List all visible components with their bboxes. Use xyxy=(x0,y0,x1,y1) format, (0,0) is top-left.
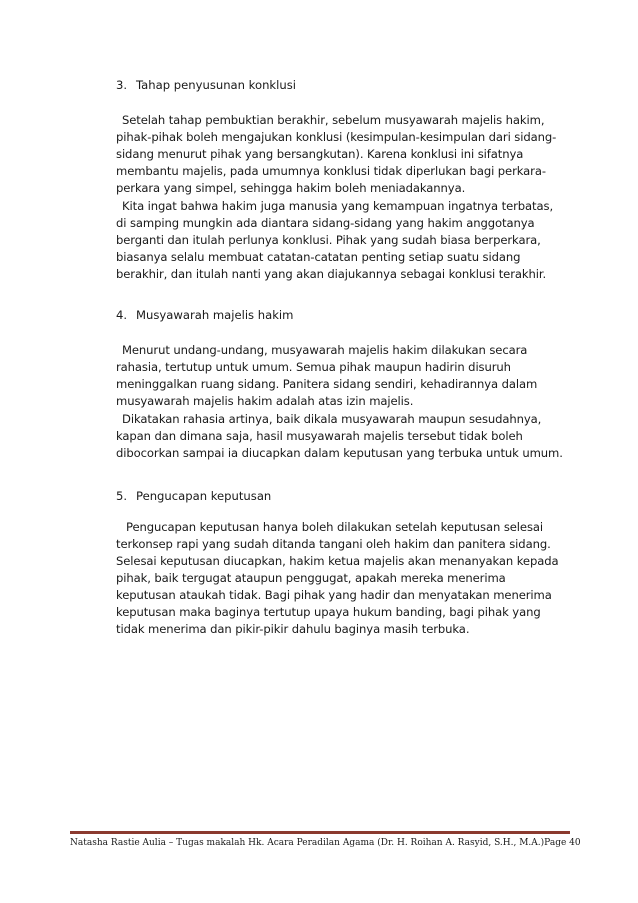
section-number: 5. xyxy=(116,489,128,503)
section-number: 4. xyxy=(116,308,128,322)
section-title: Pengucapan keputusan xyxy=(136,489,272,503)
section-title: Musyawarah majelis hakim xyxy=(136,308,294,322)
section-5 xyxy=(116,489,566,504)
section-3-paragraph-2 xyxy=(116,198,566,283)
page-number: Page 40 xyxy=(544,838,581,848)
paragraph: Setelah tahap pembuktian berakhir, sebelum musyawarah majelis hakim, pihak-pihak boleh mengajukan konklusi (kesimpulan-kesimpulan dari sidang-sidang menurut pihak yang bersangkutan). Karena konklusi ini sifatnya membantu majelis, pada umumnya konklusi tidak diperlukan bagi perkara-perkara yang simpel, sehingga hakim boleh meniadakannya. xyxy=(116,113,557,195)
footer-citation: Natasha Rastie Aulia – Tugas makalah Hk. Acara Peradilan Agama (Dr. H. Roihan A. Rasyid, S.H., M.A.) xyxy=(70,838,545,848)
paragraph: Pengucapan keputusan hanya boleh dilakukan setelah keputusan selesai terkonsep rapi yang sudah ditanda tangani oleh hakim dan panitera sidang. Selesai keputusan diucapkan, hakim ketua majelis akan menanyakan kepada pihak, baik tergugat ataupun penggugat, apakah mereka menerima keputusan ataukah tidak. Bagi pihak yang hadir dan menyatakan menerima keputusan maka baginya tertutup upaya hukum banding, bagi pihak yang tidak menerima dan pikir-pikir dahulu baginya masih terbuka. xyxy=(116,520,559,636)
section-heading xyxy=(116,78,566,93)
section-number: 3. xyxy=(116,78,128,92)
paragraph: Kita ingat bahwa hakim juga manusia yang kemampuan ingatnya terbatas, di samping mungkin ada diantara sidang-sidang yang hakim anggotanya berganti dan itulah perlunya konklusi. Pihak yang sudah biasa berperkara, biasanya selalu membuat catatan-catatan penting setiap suatu sidang berakhir, dan itulah nanti yang akan diajukannya sebagai konklusi terakhir. xyxy=(116,199,554,281)
section-5-paragraph-1 xyxy=(116,519,566,638)
section-heading xyxy=(116,308,566,323)
section-heading xyxy=(116,489,566,504)
paragraph: Menurut undang-undang, musyawarah majelis hakim dilakukan secara rahasia, tertutup untuk umum. Semua pihak maupun hadirin disuruh meninggalkan ruang sidang. Panitera sidang sendiri, kehadirannya dalam musyawarah majelis hakim adalah atas izin majelis. xyxy=(116,343,538,408)
section-4-paragraph-2 xyxy=(116,411,566,462)
section-4 xyxy=(116,308,566,323)
section-title: Tahap penyusunan konklusi xyxy=(136,78,296,92)
page-footer xyxy=(70,838,581,848)
footer-divider xyxy=(70,831,570,834)
paragraph: Dikatakan rahasia artinya, baik dikala musyawarah maupun sesudahnya, kapan dan dimana saja, hasil musyawarah majelis tersebut tidak boleh dibocorkan sampai ia diucapkan dalam keputusan yang terbuka untuk umum. xyxy=(116,412,563,460)
section-3-paragraph-1 xyxy=(116,112,566,197)
section-3 xyxy=(116,78,566,93)
section-4-paragraph-1 xyxy=(116,342,566,410)
